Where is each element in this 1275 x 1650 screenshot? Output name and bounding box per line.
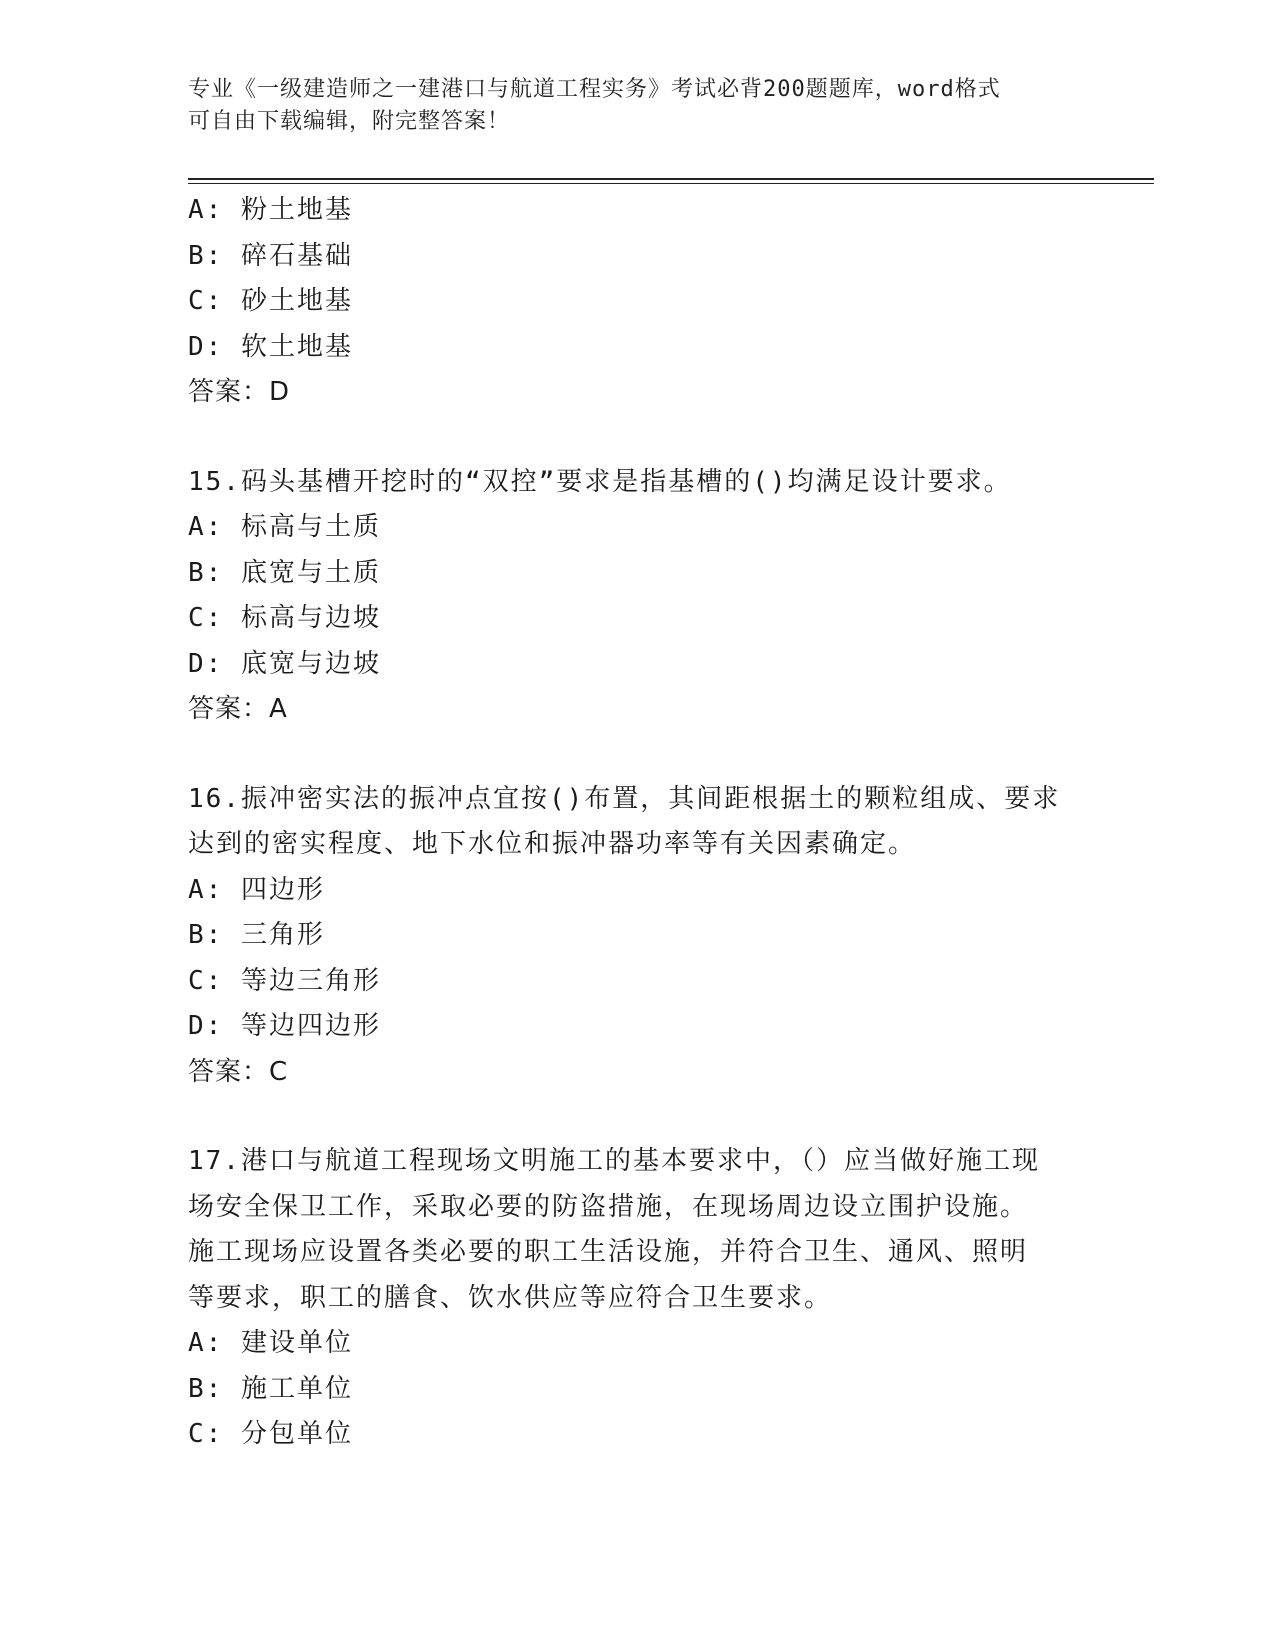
document-body (188, 188, 1088, 1458)
option-c: C: 等边三角形 (188, 965, 381, 996)
question-stem-line-1: 17.港口与航道工程现场文明施工的基本要求中，（）应当做好施工现 (188, 1146, 1040, 1176)
question-16 (188, 777, 1088, 1096)
option-c: C: 标高与边坡 (188, 603, 381, 633)
option-a: A: 标高与土质 (188, 512, 381, 542)
question-stem-line-2: 达到的密实程度、地下水位和振冲器功率等有关因素确定。 (188, 829, 917, 859)
option-a: A: 四边形 (188, 874, 325, 905)
option-a: A: 粉土地基 (188, 195, 353, 225)
answer-line: 答案：C (188, 1056, 289, 1087)
answer-line: 答案：D (188, 377, 291, 407)
option-b: B: 施工单位 (188, 1373, 353, 1404)
question-stem-line-2: 场安全保卫工作，采取必要的防盗措施，在现场周边设立围护设施。 (188, 1191, 1029, 1222)
header-title-line-1: 专业《一级建造师之一建港口与航道工程实务》考试必背200题题库，word格式 (188, 77, 1001, 102)
option-c: C: 分包单位 (188, 1419, 353, 1449)
option-b: B: 底宽与土质 (188, 557, 381, 588)
option-b: B: 三角形 (188, 920, 325, 950)
header-title-line-2: 可自由下载编辑，附完整答案！ (188, 109, 511, 134)
question-stem-line-4: 等要求，职工的膳食、饮水供应等应符合卫生要求。 (188, 1282, 833, 1313)
option-c: C: 砂土地基 (188, 286, 353, 316)
header-divider (188, 178, 1154, 184)
option-d: D: 等边四边形 (188, 1011, 381, 1041)
document-header (188, 74, 1068, 138)
question-14 (188, 188, 1088, 416)
question-stem-line-3: 施工现场应设置各类必要的职工生活设施，并符合卫生、通风、照明 (188, 1237, 1029, 1267)
question-15 (188, 460, 1088, 733)
option-a: A: 建设单位 (188, 1328, 353, 1358)
option-d: D: 底宽与边坡 (188, 648, 381, 679)
question-stem: 15.码头基槽开挖时的“双控”要求是指基槽的()均满足设计要求。 (188, 466, 1012, 497)
question-stem-line-1: 16.振冲密实法的振冲点宜按()布置，其间距根据土的颗粒组成、要求 (188, 783, 1061, 814)
answer-line: 答案：A (188, 694, 288, 724)
question-17 (188, 1139, 1088, 1458)
option-b: B: 碎石基础 (188, 240, 353, 271)
option-d: D: 软土地基 (188, 331, 353, 362)
